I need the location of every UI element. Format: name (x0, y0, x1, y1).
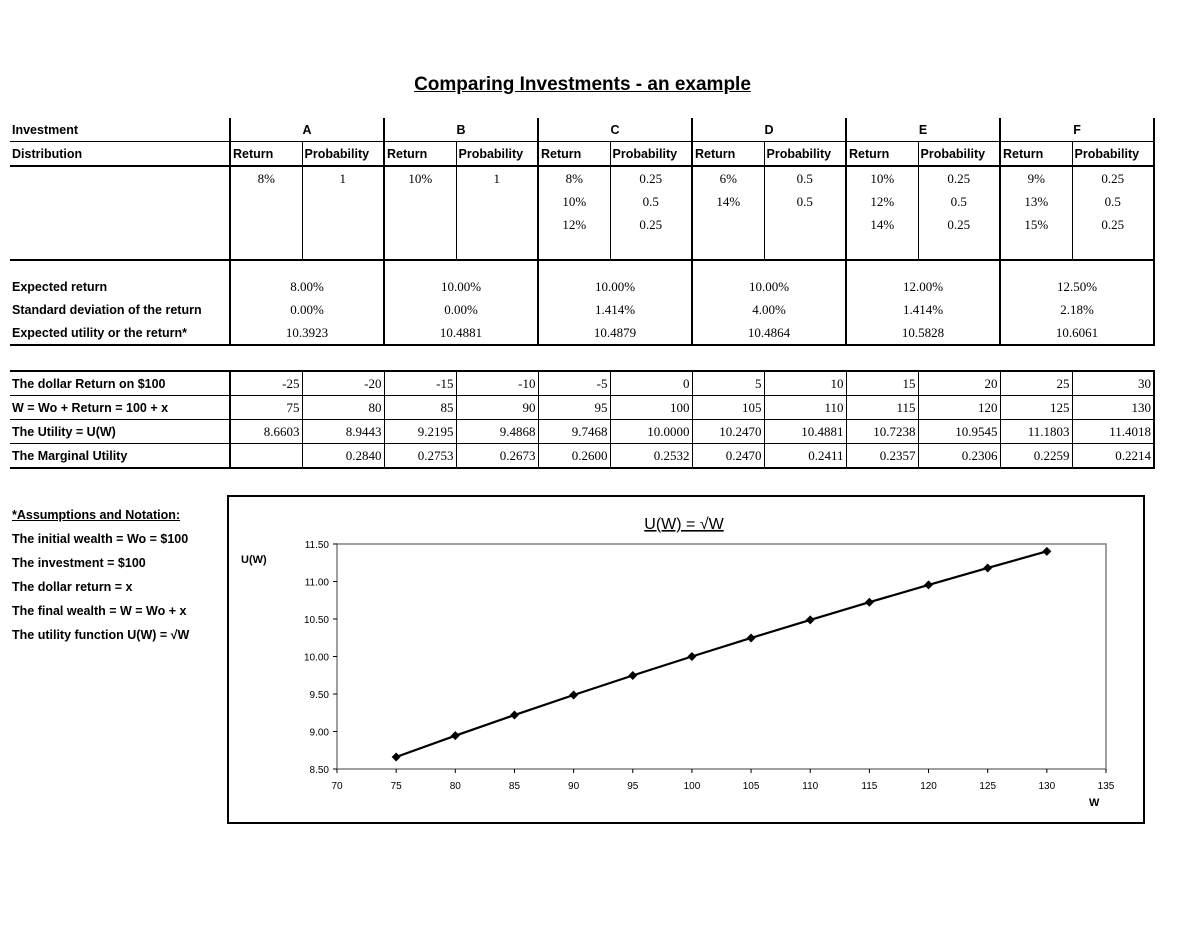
expected-return-cell: 10.00% (538, 275, 692, 298)
return-cell: 8% (230, 166, 302, 190)
return-header: Return (538, 142, 610, 167)
data-point (392, 752, 401, 761)
value-cell: -25 (230, 371, 302, 396)
probability-cell (302, 190, 384, 213)
expected-return-cell: 10.00% (692, 275, 846, 298)
gap-row (10, 260, 1154, 275)
probability-cell: 1 (456, 166, 538, 190)
utility-table-row (10, 444, 1154, 469)
std-dev-cell: 1.414% (538, 298, 692, 321)
y-axis-label: U(W) (241, 554, 267, 566)
data-point (865, 598, 874, 607)
std-dev-cell: 2.18% (1000, 298, 1154, 321)
probability-cell: 0.5 (1072, 190, 1154, 213)
return-cell (230, 190, 302, 213)
value-cell: 11.4018 (1072, 420, 1154, 444)
y-tick-label: 10.50 (303, 615, 329, 626)
value-cell: 8.9443 (302, 420, 384, 444)
value-cell: 10.9545 (918, 420, 1000, 444)
return-cell (230, 213, 302, 236)
investment-name: A (230, 118, 384, 142)
probability-header: Probability (610, 142, 692, 167)
return-header: Return (230, 142, 302, 167)
x-tick-label: 110 (802, 781, 819, 792)
spacer-cell (1072, 236, 1154, 260)
value-cell: 0.2753 (384, 444, 456, 469)
return-header: Return (384, 142, 456, 167)
probability-cell: 0.5 (764, 190, 846, 213)
x-tick-label: 85 (508, 781, 521, 792)
std-dev-cell: 0.00% (230, 298, 384, 321)
row-label: The dollar Return on $100 (10, 371, 230, 396)
probability-cell: 0.5 (610, 190, 692, 213)
probability-cell: 0.25 (1072, 213, 1154, 236)
row-label: Expected return (12, 279, 108, 294)
value-cell: 10.2470 (692, 420, 764, 444)
probability-header: Probability (456, 142, 538, 167)
x-tick-label: 125 (979, 781, 997, 792)
spacer-cell (538, 260, 692, 275)
row-label: Expected utility or the return* (10, 321, 230, 345)
data-point (924, 580, 933, 589)
value-cell: 10.7238 (846, 420, 918, 444)
data-point (747, 633, 756, 642)
note-line: The utility function U(W) = √W (12, 628, 190, 642)
row-label: Investment (10, 118, 230, 142)
value-cell: 85 (384, 396, 456, 420)
value-cell: 10.0000 (610, 420, 692, 444)
x-tick-label: 135 (1097, 781, 1115, 792)
probability-cell: 0.5 (918, 190, 1000, 213)
expected-utility-row (10, 321, 1154, 345)
probability-cell: 0.25 (610, 213, 692, 236)
value-cell: 15 (846, 371, 918, 396)
x-tick-label: 115 (861, 781, 878, 792)
probability-cell: 0.25 (610, 166, 692, 190)
value-cell: 25 (1000, 371, 1072, 396)
return-cell: 10% (538, 190, 610, 213)
data-point (451, 731, 460, 740)
utility-chart-svg (229, 497, 1143, 822)
probability-header: Probability (302, 142, 384, 167)
expected-return-row (10, 275, 1154, 298)
row-label: The Marginal Utility (10, 444, 230, 469)
chart-title: U(W) = √W (644, 516, 724, 533)
spacer-cell (302, 236, 384, 260)
return-cell (384, 190, 456, 213)
row-label (10, 166, 230, 190)
note-line: The initial wealth = Wo = $100 (12, 532, 189, 546)
x-tick-label: 80 (449, 781, 461, 792)
x-tick-label: 75 (390, 781, 402, 792)
spacer-cell (230, 236, 302, 260)
spacer-cell (456, 236, 538, 260)
expected-return-cell: 12.00% (846, 275, 1000, 298)
probability-cell: 0.25 (918, 213, 1000, 236)
value-cell: 0.2532 (610, 444, 692, 469)
row-label: Distribution (10, 142, 230, 167)
distribution-row (10, 166, 1154, 190)
row-label (10, 260, 230, 275)
probability-header: Probability (764, 142, 846, 167)
distribution-row (10, 213, 1154, 236)
return-cell (692, 213, 764, 236)
row-label: W = Wo + Return = 100 + x (10, 396, 230, 420)
y-tick-label: 11.50 (304, 540, 329, 551)
probability-header: Probability (918, 142, 1000, 167)
x-tick-label: 130 (1038, 781, 1056, 792)
note-line: The final wealth = W = Wo + x (12, 604, 187, 618)
value-cell: -20 (302, 371, 384, 396)
row-label (10, 213, 230, 236)
header-row-distribution (10, 142, 1154, 167)
return-header: Return (692, 142, 764, 167)
spacer-cell (1000, 236, 1072, 260)
investment-name: B (384, 118, 538, 142)
value-cell: 9.4868 (456, 420, 538, 444)
spacer-cell (1000, 260, 1154, 275)
value-cell: 30 (1072, 371, 1154, 396)
utility-table (10, 370, 1155, 469)
value-cell: 0.2259 (1000, 444, 1072, 469)
return-cell: 14% (692, 190, 764, 213)
data-point (628, 671, 637, 680)
return-cell: 14% (846, 213, 918, 236)
x-axis-label: W (1089, 797, 1100, 809)
value-cell: 0.2673 (456, 444, 538, 469)
row-label: Standard deviation of the return (12, 302, 202, 317)
spacer-cell (918, 236, 1000, 260)
expected-utility-cell: 10.3923 (230, 321, 384, 345)
utility-chart (227, 495, 1145, 824)
return-cell: 12% (846, 190, 918, 213)
return-cell: 9% (1000, 166, 1072, 190)
investment-name: F (1000, 118, 1154, 142)
std-dev-row (10, 298, 1154, 321)
value-cell: 0.2600 (538, 444, 610, 469)
return-cell: 12% (538, 213, 610, 236)
value-cell: 0.2470 (692, 444, 764, 469)
x-tick-label: 70 (331, 781, 343, 792)
return-header: Return (846, 142, 918, 167)
investments-table (10, 118, 1155, 346)
value-cell: 110 (764, 396, 846, 420)
return-header: Return (1000, 142, 1072, 167)
value-cell: 95 (538, 396, 610, 420)
utility-table-row (10, 396, 1154, 420)
value-cell: 0.2306 (918, 444, 1000, 469)
investment-name: C (538, 118, 692, 142)
note-line: The investment = $100 (12, 556, 146, 570)
x-tick-label: 120 (920, 781, 937, 792)
return-cell: 10% (846, 166, 918, 190)
value-cell: 0.2840 (302, 444, 384, 469)
probability-cell (456, 190, 538, 213)
distribution-row (10, 190, 1154, 213)
value-cell: 8.6603 (230, 420, 302, 444)
x-tick-label: 90 (568, 781, 580, 792)
row-label (10, 190, 230, 213)
value-cell: 10.4881 (764, 420, 846, 444)
return-cell: 8% (538, 166, 610, 190)
y-tick-label: 9.50 (309, 690, 329, 701)
investment-name: E (846, 118, 1000, 142)
value-cell: 20 (918, 371, 1000, 396)
y-tick-label: 10.00 (303, 652, 329, 664)
value-cell: 80 (302, 396, 384, 420)
value-cell: -15 (384, 371, 456, 396)
value-cell: 75 (230, 396, 302, 420)
spacer-cell (692, 260, 846, 275)
value-cell (230, 444, 302, 469)
expected-return-cell: 10.00% (384, 275, 538, 298)
data-point (569, 690, 578, 699)
value-cell: 9.2195 (384, 420, 456, 444)
expected-utility-cell: 10.6061 (1000, 321, 1154, 345)
value-cell: 105 (692, 396, 764, 420)
probability-header: Probability (1072, 142, 1154, 167)
std-dev-cell: 4.00% (692, 298, 846, 321)
value-cell: 11.1803 (1000, 420, 1072, 444)
spacer-row (10, 236, 1154, 260)
spacer-cell (846, 236, 918, 260)
probability-cell (456, 213, 538, 236)
return-cell: 13% (1000, 190, 1072, 213)
assumptions-notes (12, 505, 189, 649)
notes-heading: *Assumptions and Notation: (12, 508, 181, 522)
data-point (687, 652, 696, 661)
probability-cell: 0.25 (918, 166, 1000, 190)
row-label: The Utility = U(W) (10, 420, 230, 444)
y-tick-label: 11.00 (304, 577, 329, 589)
y-tick-label: 8.50 (309, 765, 329, 776)
series-line (396, 551, 1047, 757)
spacer-cell (384, 260, 538, 275)
return-cell: 15% (1000, 213, 1072, 236)
spacer-cell (692, 236, 764, 260)
value-cell: 125 (1000, 396, 1072, 420)
y-tick-label: 9.00 (309, 727, 329, 739)
expected-return-cell: 8.00% (230, 275, 384, 298)
value-cell: -5 (538, 371, 610, 396)
note-line: The dollar return = x (12, 580, 133, 594)
probability-cell (302, 213, 384, 236)
value-cell: 5 (692, 371, 764, 396)
utility-table-row (10, 371, 1154, 396)
investment-name: D (692, 118, 846, 142)
x-tick-label: 105 (742, 781, 760, 792)
x-tick-label: 100 (683, 781, 701, 792)
return-cell: 10% (384, 166, 456, 190)
return-cell: 6% (692, 166, 764, 190)
spacer-cell (384, 236, 456, 260)
value-cell: -10 (456, 371, 538, 396)
utility-table-row (10, 420, 1154, 444)
spacer-cell (610, 236, 692, 260)
header-row-investment (10, 118, 1154, 142)
return-cell (384, 213, 456, 236)
probability-cell: 0.25 (1072, 166, 1154, 190)
value-cell: 90 (456, 396, 538, 420)
data-point (806, 615, 815, 624)
data-point (983, 563, 992, 572)
value-cell: 0.2214 (1072, 444, 1154, 469)
probability-cell: 0.5 (764, 166, 846, 190)
data-point (510, 711, 519, 720)
expected-utility-cell: 10.4881 (384, 321, 538, 345)
probability-cell: 1 (302, 166, 384, 190)
row-label (10, 236, 230, 260)
value-cell: 120 (918, 396, 1000, 420)
value-cell: 100 (610, 396, 692, 420)
spacer-cell (764, 236, 846, 260)
std-dev-cell: 0.00% (384, 298, 538, 321)
std-dev-cell: 1.414% (846, 298, 1000, 321)
spacer-cell (846, 260, 1000, 275)
data-point (1042, 547, 1051, 556)
expected-utility-cell: 10.4879 (538, 321, 692, 345)
spacer-cell (538, 236, 610, 260)
spacer-cell (230, 260, 384, 275)
value-cell: 115 (846, 396, 918, 420)
value-cell: 0.2411 (764, 444, 846, 469)
value-cell: 0.2357 (846, 444, 918, 469)
expected-utility-cell: 10.4864 (692, 321, 846, 345)
expected-utility-cell: 10.5828 (846, 321, 1000, 345)
expected-return-cell: 12.50% (1000, 275, 1154, 298)
x-tick-label: 95 (627, 781, 639, 792)
value-cell: 0 (610, 371, 692, 396)
probability-cell (764, 213, 846, 236)
value-cell: 10 (764, 371, 846, 396)
page-title: Comparing Investments - an example (414, 74, 751, 95)
value-cell: 9.7468 (538, 420, 610, 444)
value-cell: 130 (1072, 396, 1154, 420)
